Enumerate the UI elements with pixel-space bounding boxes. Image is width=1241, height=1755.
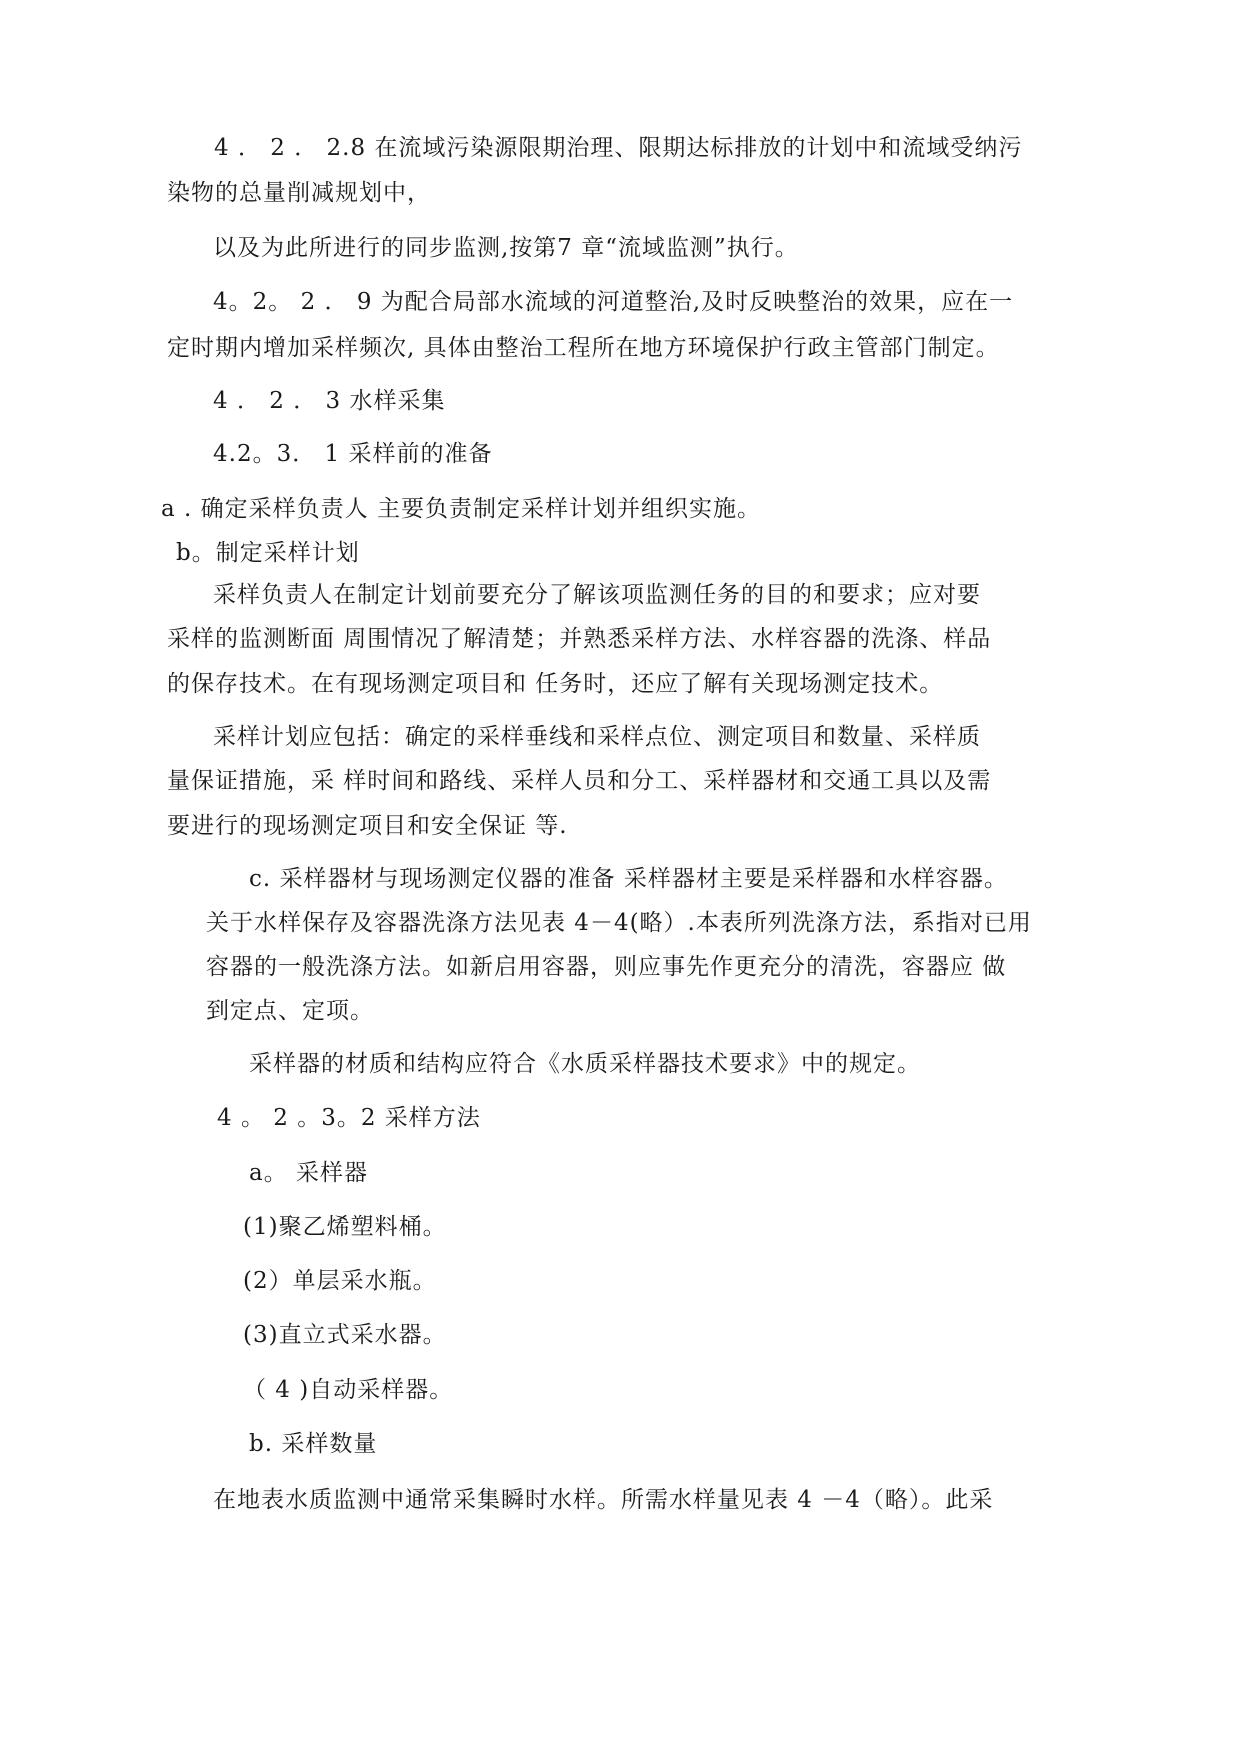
- text-line: 采样器的材质和结构应符合《水质采样器技术要求》中的规定。: [249, 1051, 921, 1077]
- list-item: (3)直立式采水器。: [243, 1322, 447, 1348]
- text-line: 关于水样保存及容器洗涤方法见表 4－4(略）.本表所列洗涤方法，系指对已用: [206, 910, 1032, 936]
- text-line: 的保存技术。在有现场测定项目和 任务时，还应了解有关现场测定技术。: [167, 671, 944, 697]
- subsection-heading: 4 。 2 。3。2 采样方法: [217, 1105, 481, 1131]
- text-line: 染物的总量削减规划中，: [167, 180, 431, 206]
- list-item: c. 采样器材与现场测定仪器的准备 采样器材主要是采样器和水样容器。: [249, 866, 1008, 892]
- text-line: 要进行的现场测定项目和安全保证 等.: [167, 813, 568, 839]
- list-item: （ 4 )自动采样器。: [243, 1377, 454, 1403]
- subsection-heading: 4.2。3． 1 采样前的准备: [213, 441, 493, 467]
- text-line: 定时期内增加采样频次, 具体由整治工程所在地方环境保护行政主管部门制定。: [167, 335, 1000, 361]
- text-line: 容器的一般洗涤方法。如新启用容器，则应事先作更充分的清洗，容器应 做: [206, 954, 1007, 980]
- list-item: (1)聚乙烯塑料桶。: [243, 1214, 447, 1240]
- section-heading: 4 ． 2 ． 3 水样采集: [213, 388, 446, 414]
- text-line: 采样的监测断面 周围情况了解清楚；并熟悉采样方法、水样容器的洗涤、样品: [167, 626, 992, 652]
- text-line: 4 ． 2 ． 2.8 在流域污染源限期治理、限期达标排放的计划中和流域受纳污: [214, 135, 1023, 161]
- list-item: b. 采样数量: [249, 1431, 378, 1457]
- list-item: (2）单层采水瓶。: [243, 1268, 437, 1294]
- text-line: 4。2。 2 ． 9 为配合局部水流域的河道整治,及时反映整治的效果，应在一: [213, 289, 1014, 315]
- text-line: 采样计划应包括：确定的采样垂线和采样点位、测定项目和数量、采样质: [213, 724, 981, 750]
- text-line: 采样负责人在制定计划前要充分了解该项监测任务的目的和要求；应对要: [213, 582, 981, 608]
- list-item: a . 确定采样负责人 主要负责制定采样计划并组织实施。: [161, 496, 761, 522]
- text-line: 以及为此所进行的同步监测,按第7 章“流域监测”执行。: [213, 235, 799, 261]
- text-line: 到定点、定项。: [206, 998, 374, 1024]
- text-line: 在地表水质监测中通常采集瞬时水样。所需水样量见表 4 －4（略）。此采: [213, 1487, 994, 1513]
- list-item: b。制定采样计划: [176, 540, 360, 566]
- list-item: a。 采样器: [249, 1160, 369, 1186]
- text-line: 量保证措施，采 样时间和路线、采样人员和分工、采样器材和交通工具以及需: [167, 768, 992, 794]
